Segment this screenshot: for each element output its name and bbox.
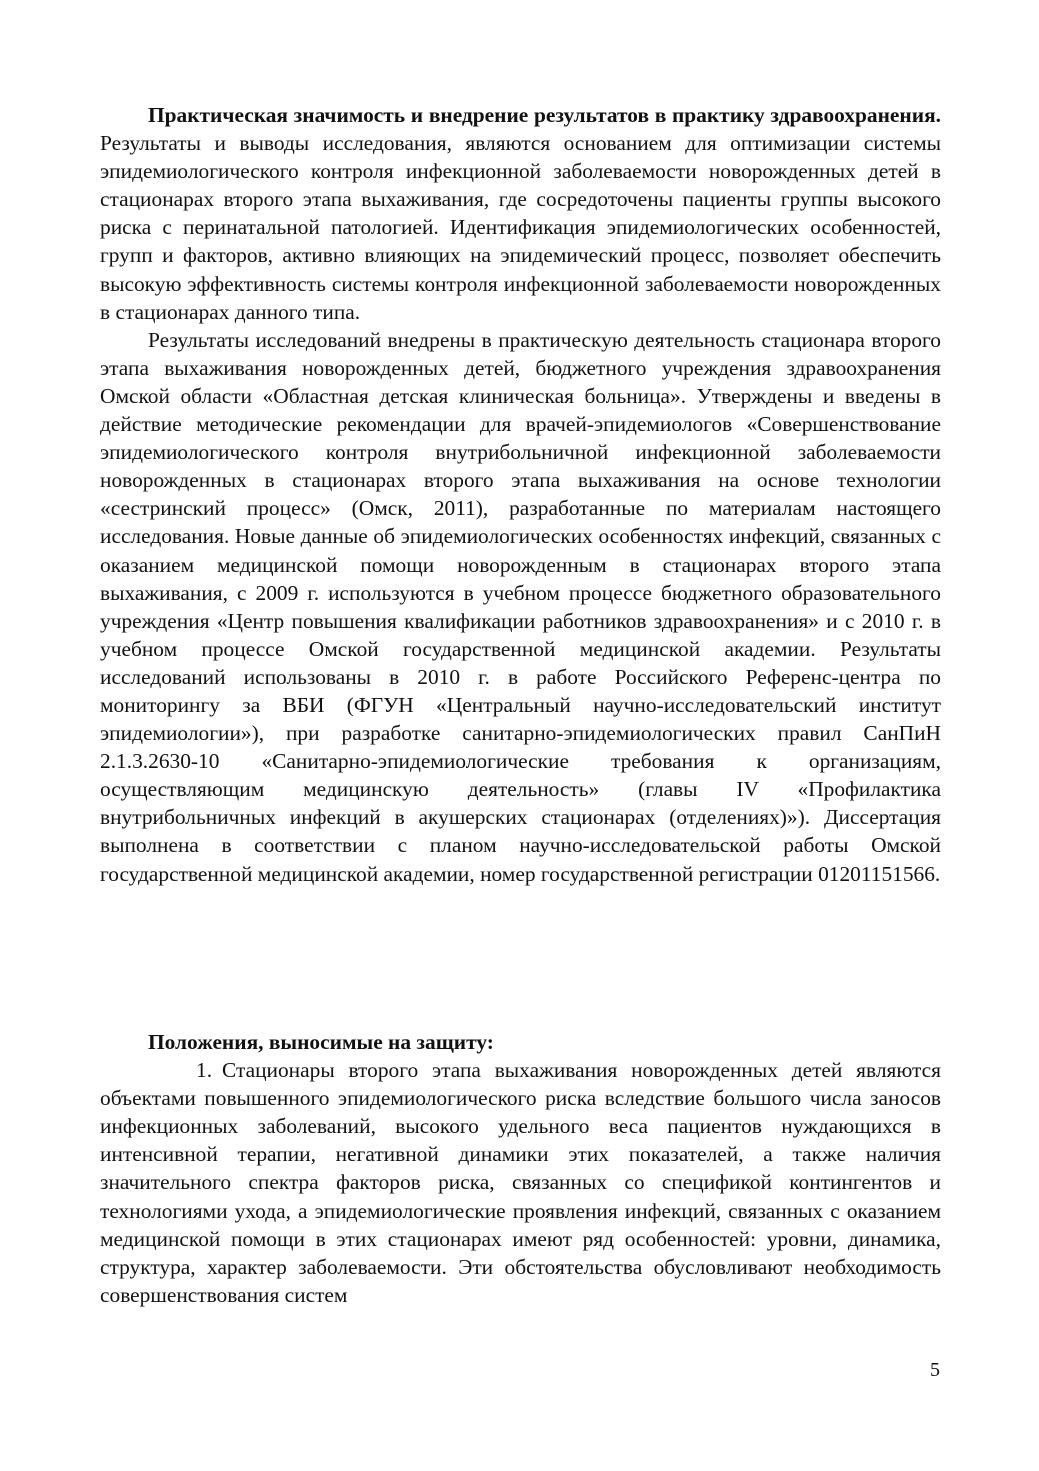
- defense-provision-item: [100, 1056, 941, 1309]
- defense-provision-text: Стационары второго этапа выхаживания новорожденных детей являются объектами повышенного эпидемиологического риска вследствие большого числа заносов инфекционных заболеваний, высокого удельного веса пациентов нуждающихся в интенсивной терапии, негативной динамики этих показателей, а также наличия значительного спектра факторов риска, связанных со спецификой контингентов и технологиями ухода, а эпидемиологические проявления инфекций, связанных с оказанием медицинской помощи в этих стационарах имеют ряд особенностей: уровни, динамика, структура, характер заболеваемости. Эти обстоятельства обусловливают необходимость совершенствования систем: [100, 1058, 941, 1307]
- page-number: 5: [930, 1359, 940, 1381]
- implementation-paragraph: Результаты исследований внедрены в практическую деятельность стационара второго этапа выхаживания новорожденных детей, бюджетного учреждения здравоохранения Омской области «Областная детская клиническая больница». Утверждены и введены в действие методические рекомендации для врачей-эпидемиологов «Совершенствование эпидемиологического контроля внутрибольничной инфекционной заболеваемости новорожденных в стационарах второго этапа выхаживания на основе технологии «сестринский процесс» (Омск, 2011), разработанные по материалам настоящего исследования. Новые данные об эпидемиологических особенностях инфекций, связанных с оказанием медицинской помощи новорожденным в стационарах второго этапа выхаживания, с 2009 г. используются в учебном процессе бюджетного образовательного учреждения «Центр повышения квалификации работников здравоохранения» и с 2010 г. в учебном процессе Омской государственной медицинской академии. Результаты исследований использованы в 2010 г. в работе Российского Референс-центра по мониторингу за ВБИ (ФГУН «Центральный научно-исследовательский институт эпидемиологии»), при разработке санитарно-эпидемиологических правил СанПиН 2.1.3.2630-10 «Санитарно-эпидемиологические требования к организациям, осуществляющим медицинскую деятельность» (главы IV «Профилактика внутрибольничных инфекций в акушерских стационарах (отделениях)»). Диссертация выполнена в соответствии с планом научно-исследовательской работы Омской государственной медицинской академии, номер государственной регистрации 01201151566.: [100, 327, 941, 886]
- section-defense-provisions: [100, 1028, 941, 1309]
- practical-significance-paragraph: [100, 101, 941, 326]
- defense-provisions-heading: Положения, выносимые на защиту:: [148, 1030, 494, 1054]
- practical-significance-text: Результаты и выводы исследования, являются основанием для оптимизации системы эпидемиологического контроля инфекционной заболеваемости новорожденных детей в стационарах второго этапа выхаживания, где сосредоточены пациенты группы высокого риска с перинатальной патологией. Идентификация эпидемиологических особенностей, групп и факторов, активно влияющих на эпидемический процесс, позволяет обеспечить высокую эффективность системы контроля инфекционной заболеваемости новорожденных в стационарах данного типа.: [100, 131, 941, 324]
- defense-provision-number: 1.: [196, 1058, 213, 1083]
- section-practical-significance: [100, 101, 941, 888]
- practical-significance-heading: Практическая значимость и внедрение результатов в практику здравоохранения.: [148, 103, 941, 127]
